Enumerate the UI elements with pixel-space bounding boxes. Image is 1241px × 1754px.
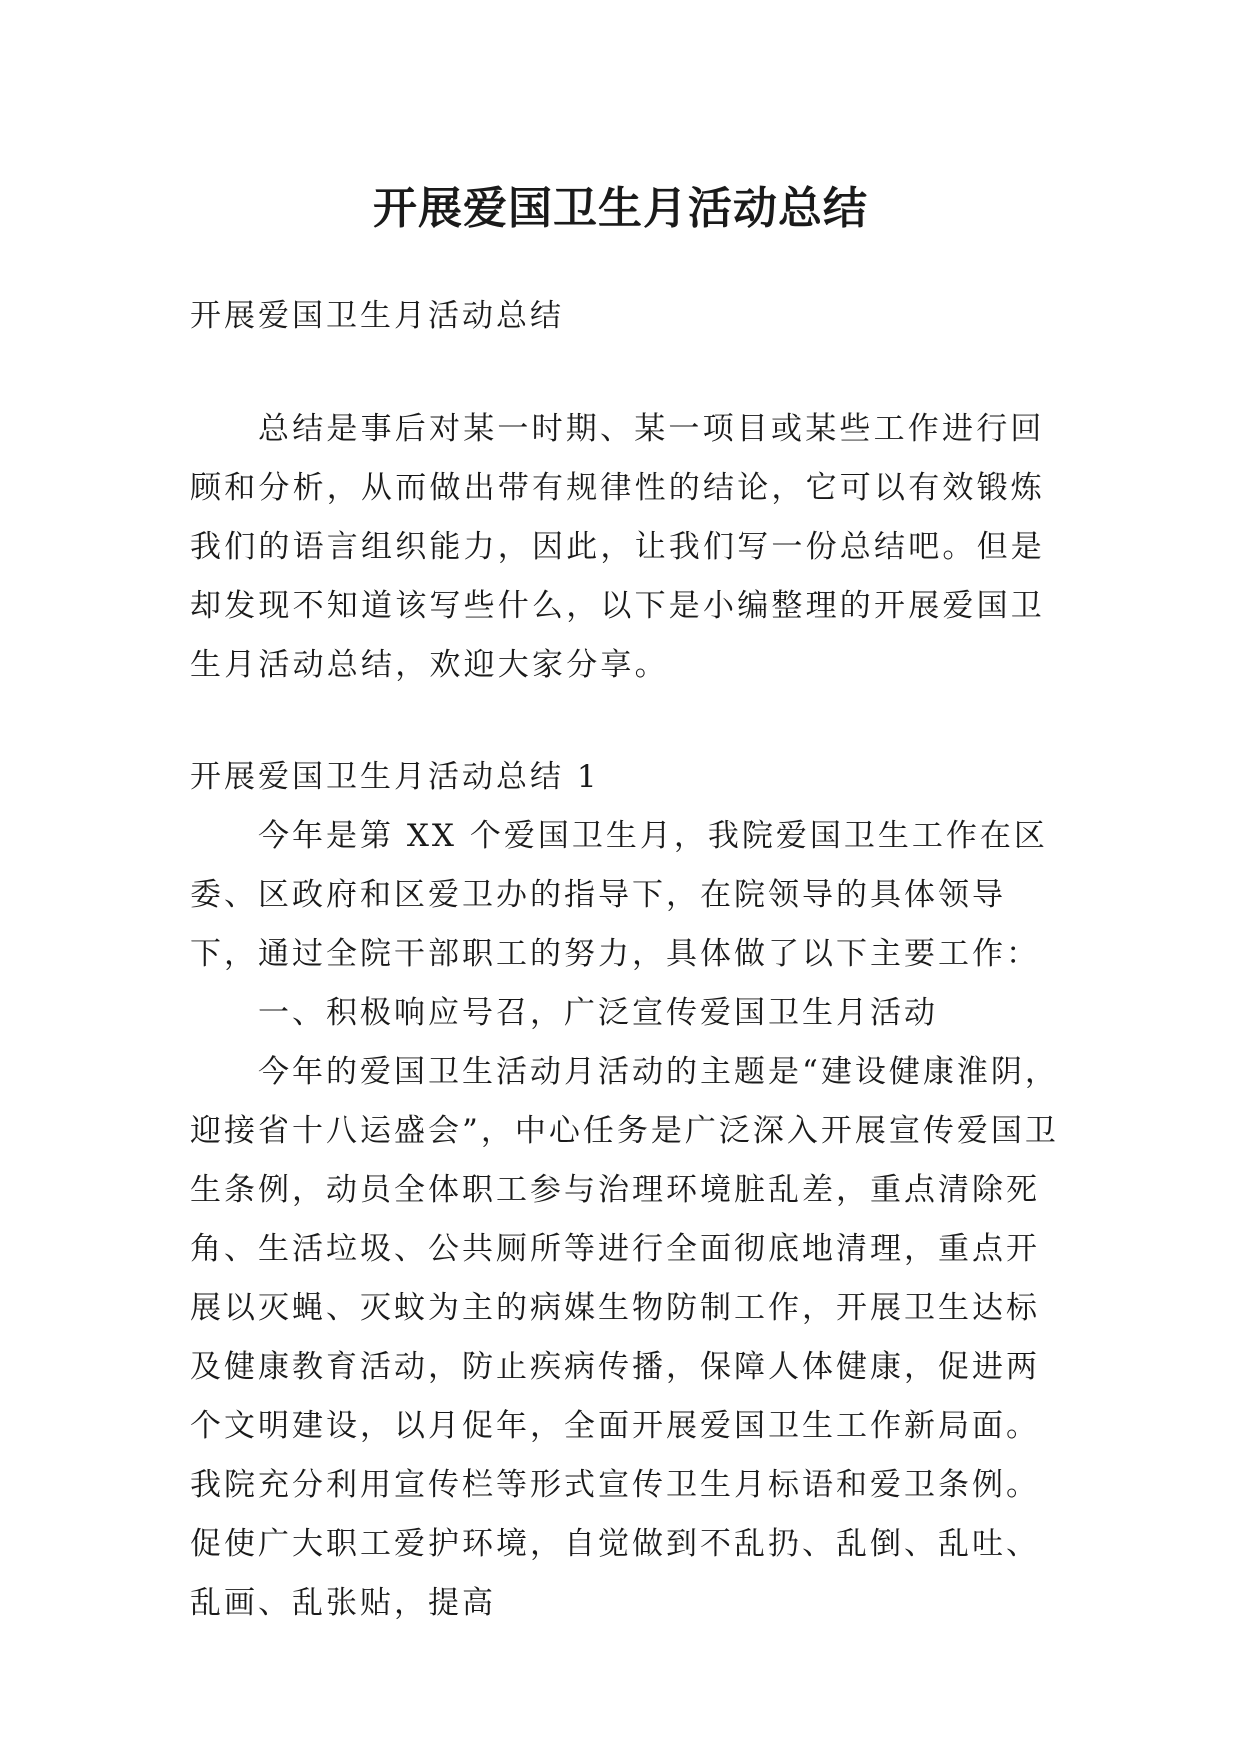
body-paragraph: 今年的爱国卫生活动月活动的主题是“建设健康淮阴，迎接省十八运盛会”，中心任务是广泛深入开展宣传爱国卫生条例，动员全体职工参与治理环境脏乱差，重点清除死角、生活垃圾、公共厕所等进行全面彻底地清理，重点开展以灭蝇、灭蚊为主的病媒生物防制工作，开展卫生达标及健康教育活动，防止疾病传播，保障人体健康，促进两个文明建设，以月促年，全面开展爱国卫生工作新局面。我院充分利用宣传栏等形式宣传卫生月标语和爱卫条例。促使广大职工爱护环境，自觉做到不乱扔、乱倒、乱吐、乱画、乱张贴，提高 bbox=[190, 1054, 1059, 1621]
intro-paragraph: 总结是事后对某一时期、某一项目或某些工作进行回顾和分析，从而做出带有规律性的结论，它可以有效锻炼我们的语言组织能力，因此，让我们写一份总结吧。但是却发现不知道该写些什么，以下是小编整理的开展爱国卫生月活动总结，欢迎大家分享。 bbox=[190, 411, 1045, 683]
section-subheading: 一、积极响应号召，广泛宣传爱国卫生月活动 bbox=[258, 995, 938, 1031]
document-title: 开展爱国卫生月活动总结 bbox=[373, 183, 868, 235]
section-heading: 开展爱国卫生月活动总结 1 bbox=[190, 759, 600, 795]
document-subtitle: 开展爱国卫生月活动总结 bbox=[190, 298, 564, 334]
document-body bbox=[190, 285, 1060, 1633]
body-paragraph: 今年是第 XX 个爱国卫生月，我院爱国卫生工作在区委、区政府和区爱卫办的指导下，在院领导的具体领导下，通过全院干部职工的努力，具体做了以下主要工作： bbox=[190, 818, 1048, 972]
